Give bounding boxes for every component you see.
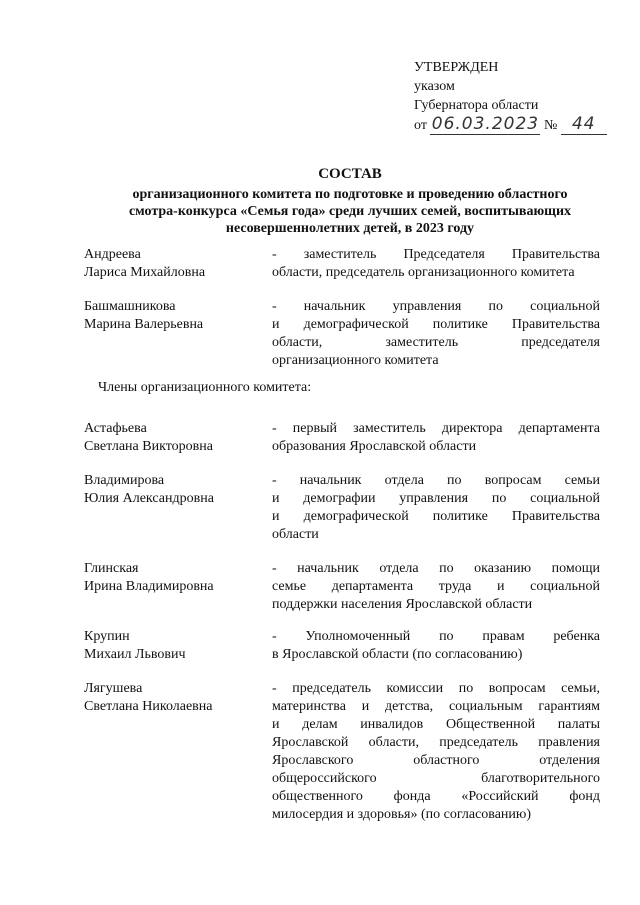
position-description xyxy=(272,560,600,614)
description-line: и делам инвалидов Общественной палаты xyxy=(272,717,600,732)
subtitle-line: смотра-конкурса «Семья года» среди лучших семей, воспитывающих xyxy=(128,204,572,219)
person-name xyxy=(84,560,264,596)
position-description xyxy=(272,298,600,370)
position-description xyxy=(272,420,600,456)
description-line: милосердия и здоровья» (по согласованию) xyxy=(272,807,532,822)
description-line: Ярославской области, председатель правления xyxy=(272,735,600,750)
subtitle-line: организационного комитета по подготовке и проведению областного xyxy=(132,187,568,202)
number-label: № xyxy=(543,118,558,133)
description-line: области, заместитель председателя xyxy=(272,335,600,350)
members-heading: Члены организационного комитета: xyxy=(98,380,312,395)
surname: Лягушева xyxy=(84,681,143,696)
approval-stamp-block xyxy=(414,58,607,135)
document-title: СОСТАВ xyxy=(318,166,382,182)
person-name xyxy=(84,680,264,716)
surname: Башмашникова xyxy=(84,299,176,314)
description-line: - председатель комиссии по вопросам семьи, xyxy=(272,681,600,696)
description-line: области xyxy=(272,527,319,542)
handwritten-date: 06.03.2023 xyxy=(431,114,540,134)
given-names: Лариса Михайловна xyxy=(84,265,206,280)
given-names: Юлия Александровна xyxy=(84,491,214,506)
approved-by: указом xyxy=(414,79,455,94)
description-line: организационного комитета xyxy=(272,353,439,368)
description-line: общероссийского благотворительного xyxy=(272,771,600,786)
given-names: Марина Валерьевна xyxy=(84,317,204,332)
person-name xyxy=(84,246,264,282)
approval-authority: Губернатора области xyxy=(414,98,539,113)
description-line: и демографической политике Правительства xyxy=(272,317,600,332)
description-line: - Уполномоченный по правам ребенка xyxy=(272,629,600,644)
position-description xyxy=(272,472,600,544)
surname: Крупин xyxy=(84,629,130,644)
subtitle-line: несовершеннолетних детей, в 2023 году xyxy=(225,221,475,236)
given-names: Ирина Владимировна xyxy=(84,579,214,594)
description-line: семье департамента труда и социальной xyxy=(272,579,600,594)
approved-label: УТВЕРЖДЕН xyxy=(414,60,499,75)
surname: Астафьева xyxy=(84,421,147,436)
description-line: образования Ярославской области xyxy=(272,439,477,454)
person-name xyxy=(84,628,264,664)
description-line: материнства и детства, социальным гарантиям xyxy=(272,699,600,714)
position-description xyxy=(272,680,600,824)
person-name xyxy=(84,298,264,334)
surname: Андреева xyxy=(84,247,141,262)
description-line: поддержки населения Ярославской области xyxy=(272,597,533,612)
description-line: Ярославского областного отделения xyxy=(272,753,600,768)
description-line: - заместитель Председателя Правительства xyxy=(272,247,600,262)
description-line: общественного фонда «Российский фонд xyxy=(272,789,600,804)
document-heading xyxy=(60,166,640,237)
description-line: области, председатель организационного комитета xyxy=(272,265,575,280)
description-line: и демографической политике Правительства xyxy=(272,509,600,524)
approval-date-line xyxy=(414,115,607,135)
description-line: - начальник отдела по оказанию помощи xyxy=(272,561,600,576)
from-label: от xyxy=(414,118,427,133)
description-line: - первый заместитель директора департамента xyxy=(272,421,600,436)
person-name xyxy=(84,420,264,456)
description-line: в Ярославской области (по согласованию) xyxy=(272,647,523,662)
given-names: Светлана Николаевна xyxy=(84,699,213,714)
surname: Владимирова xyxy=(84,473,165,488)
position-description xyxy=(272,246,600,282)
person-name xyxy=(84,472,264,508)
surname: Глинская xyxy=(84,561,139,576)
position-description xyxy=(272,628,600,664)
description-line: - начальник отдела по вопросам семьи xyxy=(272,473,600,488)
given-names: Светлана Викторовна xyxy=(84,439,213,454)
handwritten-number: 44 xyxy=(561,115,607,135)
description-line: - начальник управления по социальной xyxy=(272,299,600,314)
description-line: и демографии управления по социальной xyxy=(272,491,600,506)
given-names: Михаил Львович xyxy=(84,647,186,662)
